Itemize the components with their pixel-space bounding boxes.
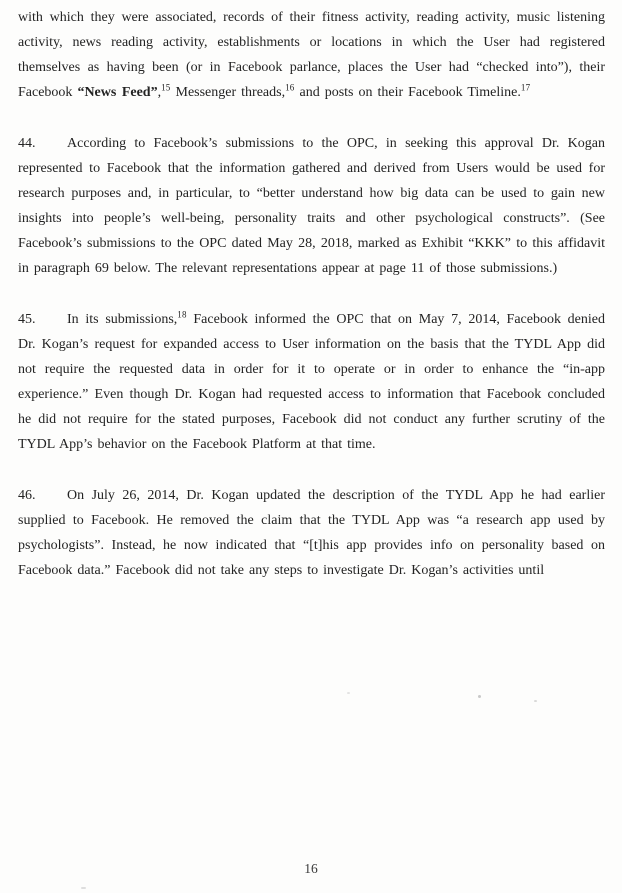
footnote-reference: 16 [285, 82, 295, 93]
paragraph-list [18, 5, 605, 583]
paragraph-43-continuation [18, 5, 605, 105]
scan-artifact [478, 695, 481, 698]
bold-text-segment: “News Feed” [77, 85, 158, 100]
scan-artifact [347, 692, 350, 694]
text-segment: According to Facebook’s submissions to the OPC, in seeking this approval Dr. Kogan represented to Facebook that the information gathered and derived from Users would be used for research purposes and, in particular, to “better understand how big data can be used to gain new insights into people’s well-being, personality traits and other psychological constructs”. (See Facebook’s submissions to the OPC dated May 28, 2018, marked as Exhibit “KKK” to this affidavit in paragraph 69 below. The relevant representations appear at page 11 of those submissions.) [18, 136, 605, 276]
footnote-reference: 15 [161, 82, 171, 93]
scan-artifact [81, 887, 86, 889]
text-segment: and posts on their Facebook Timeline. [294, 85, 521, 100]
paragraph-45 [18, 307, 605, 457]
paragraph-number: 45. [18, 312, 36, 327]
text-segment: , [157, 85, 162, 100]
text-segment: Messenger threads, [170, 85, 286, 100]
text-segment: Facebook informed the OPC that on May 7, 2014, Facebook denied Dr. Kogan’s request for expanded access to User information on the basis that the TYDL App did not require the requested data in order for it to operate or in order to enhance the “in-app experience.” Even though Dr. Kogan had requested access to information that Facebook concluded he did not require for the stated purposes, Facebook did not conduct any further scrutiny of the TYDL App’s behavior on the Facebook Platform at that time. [18, 312, 605, 452]
paragraph-46 [18, 483, 605, 583]
scan-artifact [534, 700, 537, 702]
footnote-reference: 17 [520, 82, 531, 93]
paragraph-number: 46. [18, 488, 36, 503]
text-segment: In its submissions, [67, 312, 178, 327]
paragraph-number: 44. [18, 136, 36, 151]
text-segment: On July 26, 2014, Dr. Kogan updated the description of the TYDL App he had earlier supplied to Facebook. He removed the claim that the TYDL App was “a research app used by psychologists”. Instead, he now indicated that “[t]his app provides info on personality based on Facebook data.” Facebook did not take any steps to investigate Dr. Kogan’s activities until [18, 488, 605, 578]
text-segment: with which they were associated, records of their fitness activity, reading activity, music listening activity, news reading activity, establishments or locations in which the User had registered themselves as having been (or in Facebook parlance, places the User had “checked into”), their Facebook [18, 10, 605, 100]
footnote-reference: 18 [177, 309, 187, 320]
paragraph-44 [18, 131, 605, 281]
page-number: 16 [304, 861, 318, 876]
